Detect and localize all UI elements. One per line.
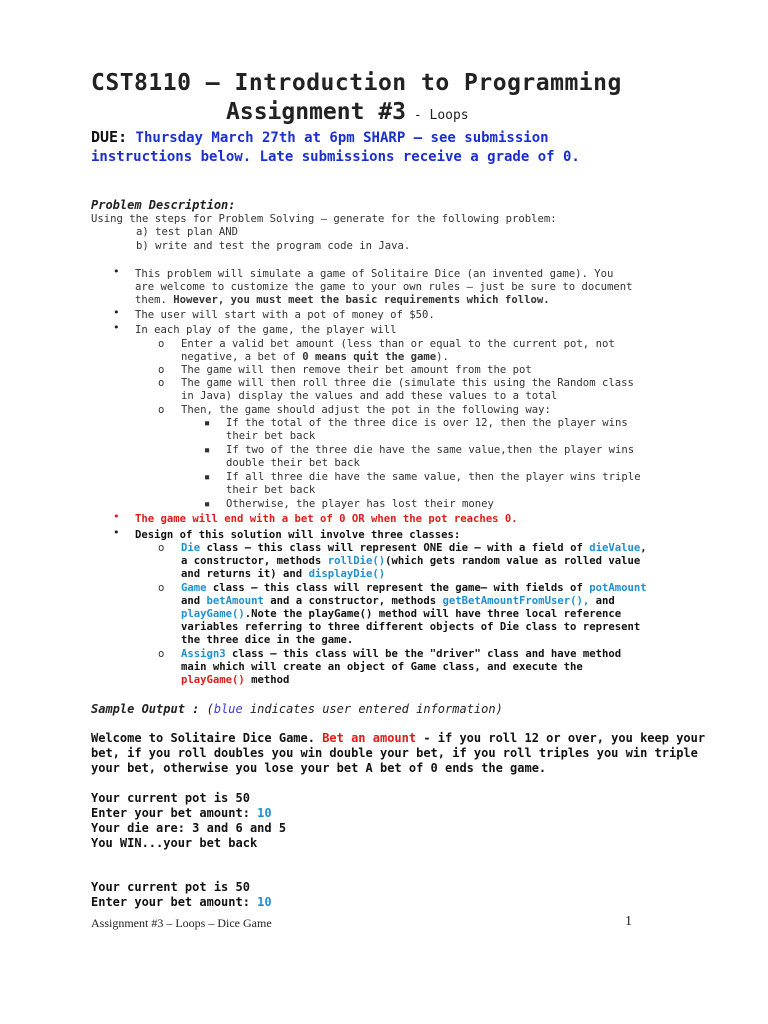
sub-bullet-o: o xyxy=(158,377,165,389)
game-class-line-1 xyxy=(181,582,647,595)
die-class-text: class – this class will represent ONE die – with a field of xyxy=(200,542,590,554)
assignment-title: Assignment #3 xyxy=(226,99,407,125)
die-class-text: and returns it) and xyxy=(181,568,309,580)
sub-2: The game will then remove their bet amount from the pot xyxy=(181,364,532,376)
play-game-method: playGame() xyxy=(181,608,245,620)
rule-4: Otherwise, the player has lost their money xyxy=(226,498,494,510)
user-input-value: 10 xyxy=(257,895,272,909)
sub-bullet-o: o xyxy=(158,404,165,416)
problem-heading: Problem Description: xyxy=(91,198,236,212)
sample-note: ( xyxy=(199,702,214,716)
sample-heading-label: Sample Output : xyxy=(91,702,200,716)
welcome-line-3: your bet, otherwise you lose your bet A bet of 0 ends the game. xyxy=(91,761,547,775)
die-class-line-1 xyxy=(181,542,647,555)
sub-3-line-1: The game will then roll three die (simulate this using the Random class xyxy=(181,377,634,389)
page-footer: Assignment #3 – Loops – Dice Game xyxy=(91,916,272,930)
assign3-class-line-2: main which will create an object of Game class, and execute the xyxy=(181,661,583,673)
game-class-name: Game xyxy=(181,582,207,594)
due-label: DUE: xyxy=(91,128,128,146)
game-class-line-5: the three dice in the game. xyxy=(181,634,354,646)
die-class-line-3 xyxy=(181,568,385,581)
output-bet-line xyxy=(91,895,272,910)
sample-output-heading xyxy=(91,702,503,716)
sub-bullet-o: o xyxy=(158,582,165,594)
bullet-1-bold: However, you must meet the basic requirements which follow. xyxy=(173,294,550,306)
tertiary-bullet: ▪ xyxy=(204,444,211,456)
pot-amount-field: potAmount xyxy=(589,582,647,594)
assign3-class-line-3 xyxy=(181,674,289,687)
get-bet-method: getBetAmountFromUser(), xyxy=(442,595,590,607)
assignment-subtitle: - Loops xyxy=(406,108,469,123)
user-input-value: 10 xyxy=(257,806,272,820)
sub-bullet-o: o xyxy=(158,542,165,554)
display-die-method: displayDie() xyxy=(308,568,386,580)
problem-sub-a: a) test plan AND xyxy=(136,226,239,238)
sub-3-line-2: in Java) display the values and add these values to a total xyxy=(181,390,558,402)
problem-sub-b: b) write and test the program code in Java. xyxy=(136,240,411,252)
sub-1-bold: 0 means quit the game xyxy=(302,351,437,363)
output-pot-line: Your current pot is 50 xyxy=(91,880,250,894)
due-line-1: Thursday March 27th at 6pm SHARP – see submission xyxy=(127,130,549,146)
die-class-text: a constructor, methods xyxy=(181,555,328,567)
welcome-line-1 xyxy=(91,731,705,746)
title-line-2 xyxy=(226,99,469,125)
output-die-line: Your die are: 3 and 6 and 5 xyxy=(91,821,287,835)
welcome-text: - if you roll 12 or over, you keep your xyxy=(416,731,706,745)
bullet-1-line-3 xyxy=(135,294,550,307)
bet-an-amount: Bet an amount xyxy=(322,731,417,745)
assign3-class-text: method xyxy=(244,674,290,686)
play-game-call: playGame() xyxy=(181,674,245,686)
game-class-line-3 xyxy=(181,608,621,621)
welcome-text: Welcome to Solitaire Dice Game. xyxy=(91,731,323,745)
die-value-field: dieValue xyxy=(589,542,641,554)
sub-1-text: negative, a bet of xyxy=(181,351,303,363)
bullet-dot: • xyxy=(113,265,120,278)
problem-intro: Using the steps for Problem Solving – generate for the following problem: xyxy=(91,213,557,225)
bet-prompt: Enter your bet amount: xyxy=(91,895,258,909)
rule-2-line-1: If two of the three die have the same value,then the player wins xyxy=(226,444,635,456)
bullet-dot: • xyxy=(113,510,120,523)
bullet-3: In each play of the game, the player will xyxy=(135,324,397,336)
rule-3-line-2: their bet back xyxy=(226,484,316,496)
roll-die-method: rollDie() xyxy=(327,555,386,567)
game-class-text: .Note the playGame() method will have three local reference xyxy=(244,608,622,620)
game-class-text: and a constructor, methods xyxy=(263,595,443,607)
die-class-text: (which gets random value as rolled value xyxy=(385,555,641,567)
assign3-class-text: class – this class will be the "driver" class and have method xyxy=(225,648,622,660)
bullet-dot: • xyxy=(113,526,120,539)
bullet-2: The user will start with a pot of money of $50. xyxy=(135,309,435,321)
game-class-text: and xyxy=(181,595,207,607)
sub-4: Then, the game should adjust the pot in the following way: xyxy=(181,404,551,416)
game-class-line-4: variables referring to three different objects of Die class to represent xyxy=(181,621,641,633)
output-result-line: You WIN...your bet back xyxy=(91,836,258,850)
title-line-1: CST8110 – Introduction to Programming xyxy=(91,70,622,96)
tertiary-bullet: ▪ xyxy=(204,471,211,483)
comma: , xyxy=(640,542,647,554)
rule-2-line-2: double their bet back xyxy=(226,457,360,469)
bullet-1-line-2: are welcome to customize the game to your own rules – just be sure to document xyxy=(135,281,633,293)
die-class-name: Die xyxy=(181,542,201,554)
die-class-line-2 xyxy=(181,555,640,568)
bullet-5: Design of this solution will involve three classes: xyxy=(135,529,461,541)
assign3-class-line-1 xyxy=(181,648,621,661)
bet-prompt: Enter your bet amount: xyxy=(91,806,258,820)
rule-3-line-1: If all three die have the same value, then the player wins triple xyxy=(226,471,641,483)
welcome-line-2: bet, if you roll doubles you win double your bet, if you roll triples you win triple xyxy=(91,746,698,760)
game-class-text: and xyxy=(589,595,615,607)
due-notice xyxy=(91,128,711,167)
bullet-1-line-1: This problem will simulate a game of Solitaire Dice (an invented game). You xyxy=(135,268,614,280)
rule-1-line-1: If the total of the three dice is over 12, then the player wins xyxy=(226,417,628,429)
tertiary-bullet: ▪ xyxy=(204,498,211,510)
output-pot-line: Your current pot is 50 xyxy=(91,791,250,805)
sample-note: indicates user entered information) xyxy=(242,702,503,716)
tertiary-bullet: ▪ xyxy=(204,417,211,429)
sub-bullet-o: o xyxy=(158,648,165,660)
sample-note-blue: blue xyxy=(213,702,243,716)
rule-1-line-2: their bet back xyxy=(226,430,316,442)
bullet-4-end-condition: The game will end with a bet of 0 OR when the pot reaches 0. xyxy=(135,513,518,525)
page-number: 1 xyxy=(625,914,632,929)
sub-bullet-o: o xyxy=(158,338,165,350)
sub-1-end: ). xyxy=(436,351,449,363)
sub-bullet-o: o xyxy=(158,364,165,376)
game-class-text: class – this class will represent the game– with fields of xyxy=(206,582,590,594)
due-line-2: instructions below. Late submissions receive a grade of 0. xyxy=(91,149,580,165)
bullet-1-text: them. xyxy=(135,294,174,306)
game-class-line-2 xyxy=(181,595,615,608)
output-bet-line xyxy=(91,806,272,821)
sub-1-line-2 xyxy=(181,351,449,364)
bullet-dot: • xyxy=(113,306,120,319)
assign3-class-name: Assign3 xyxy=(181,648,226,660)
bet-amount-field: betAmount xyxy=(206,595,264,607)
sub-1-line-1: Enter a valid bet amount (less than or equal to the current pot, not xyxy=(181,338,615,350)
bullet-dot: • xyxy=(113,321,120,334)
